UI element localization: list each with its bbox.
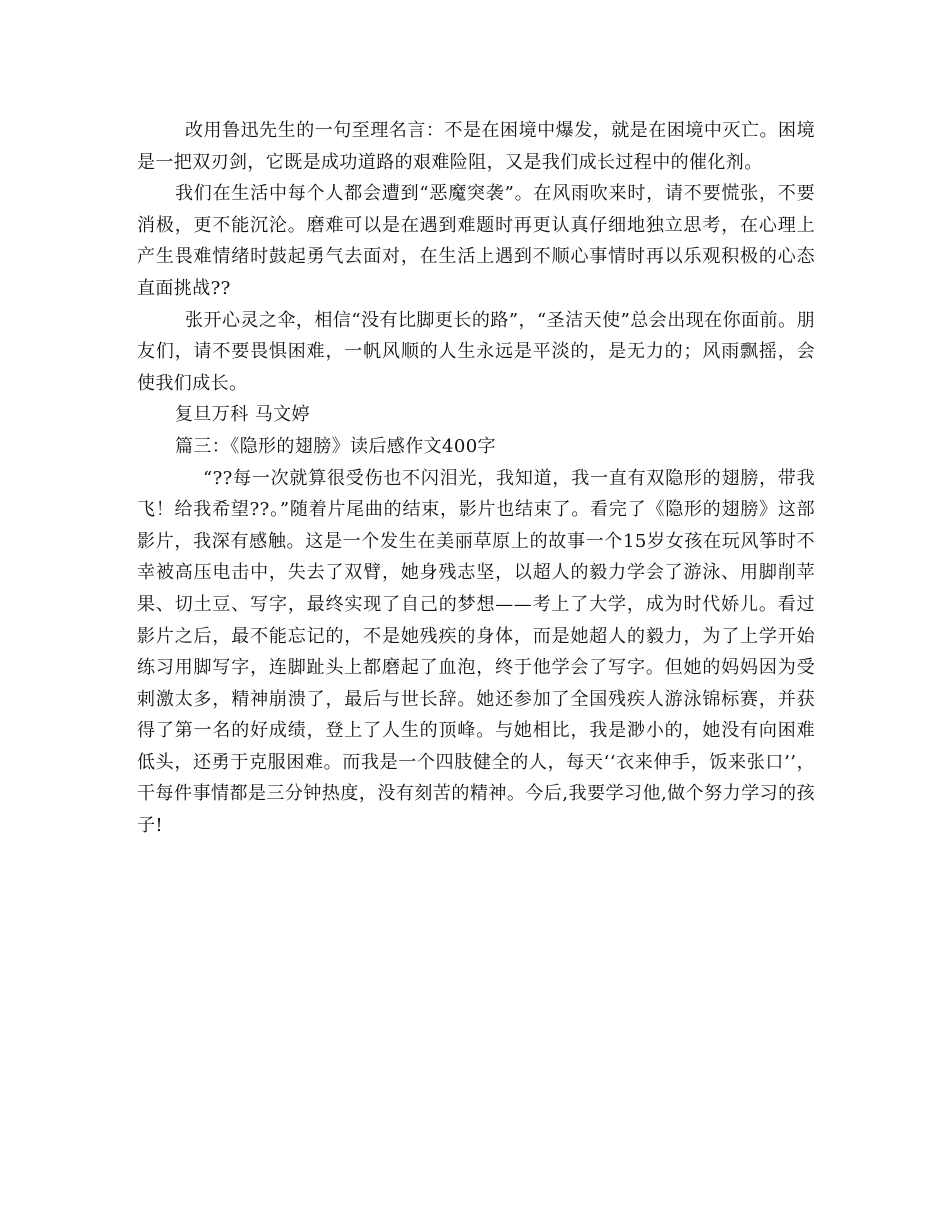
section-heading: 篇三：《隐形的翅膀》读后感作文400字	[175, 435, 496, 457]
paragraph-intro: 改用鲁迅先生的一句至理名言：不是在困境中爆发，就是在困境中灭亡。困境是一把双刃剑，它既是成功道路的艰难险阻，又是我们成长过程中的催化剂。	[137, 120, 815, 173]
paragraph-challenge: 我们在生活中每个人都会遭到“恶魔突袭”。在风雨吹来时，请不要慌张，不要消极，更不能沉沦。磨难可以是在遇到难题时再更认真仔细地独立思考，在心理上产生畏难情绪时鼓起勇气去面对，在生活上遇到不顺心事情时再以乐观积极的心态直面挑战??	[137, 183, 815, 299]
author-signature: 复旦万科 马文婷	[175, 404, 310, 426]
paragraph-umbrella: 张开心灵之伞，相信“没有比脚更长的路”，“圣洁天使”总会出现在你面前。朋友们，请不要畏惧困难，一帆风顺的人生永远是平淡的，是无力的；风雨飘摇，会使我们成长。	[137, 309, 815, 394]
document-body	[137, 115, 815, 842]
paragraph-review: “??每一次就算很受伤也不闪泪光，我知道，我一直有双隐形的翅膀，带我飞！给我希望??。”随着片尾曲的结束，影片也结束了。看完了《隐形的翅膀》这部影片，我深有感触。这是一个发生在美丽草原上的故事一个15岁女孩在玩风筝时不幸被高压电击中，失去了双臂，她身残志坚，以超人的毅力学会了游泳、用脚削苹果、切土豆、写字，最终实现了自己的梦想——考上了大学，成为时代娇儿。看过影片之后，最不能忘记的，不是她残疾的身体，而是她超人的毅力，为了上学开始练习用脚写字，连脚趾头上都磨起了血泡，终于他学会了写字。但她的妈妈因为受刺激太多，精神崩溃了，最后与世长辞。她还参加了全国残疾人游泳锦标赛，并获得了第一名的好成绩，登上了人生的顶峰。与她相比，我是渺小的，她没有向困难低头，还勇于克服困难。而我是一个四肢健全的人，每天‘‘衣来伸手，饭来张口’’，干每件事情都是三分钟热度，没有刻苦的精神。今后,我要学习他,做个努力学习的孩子!	[137, 467, 815, 837]
